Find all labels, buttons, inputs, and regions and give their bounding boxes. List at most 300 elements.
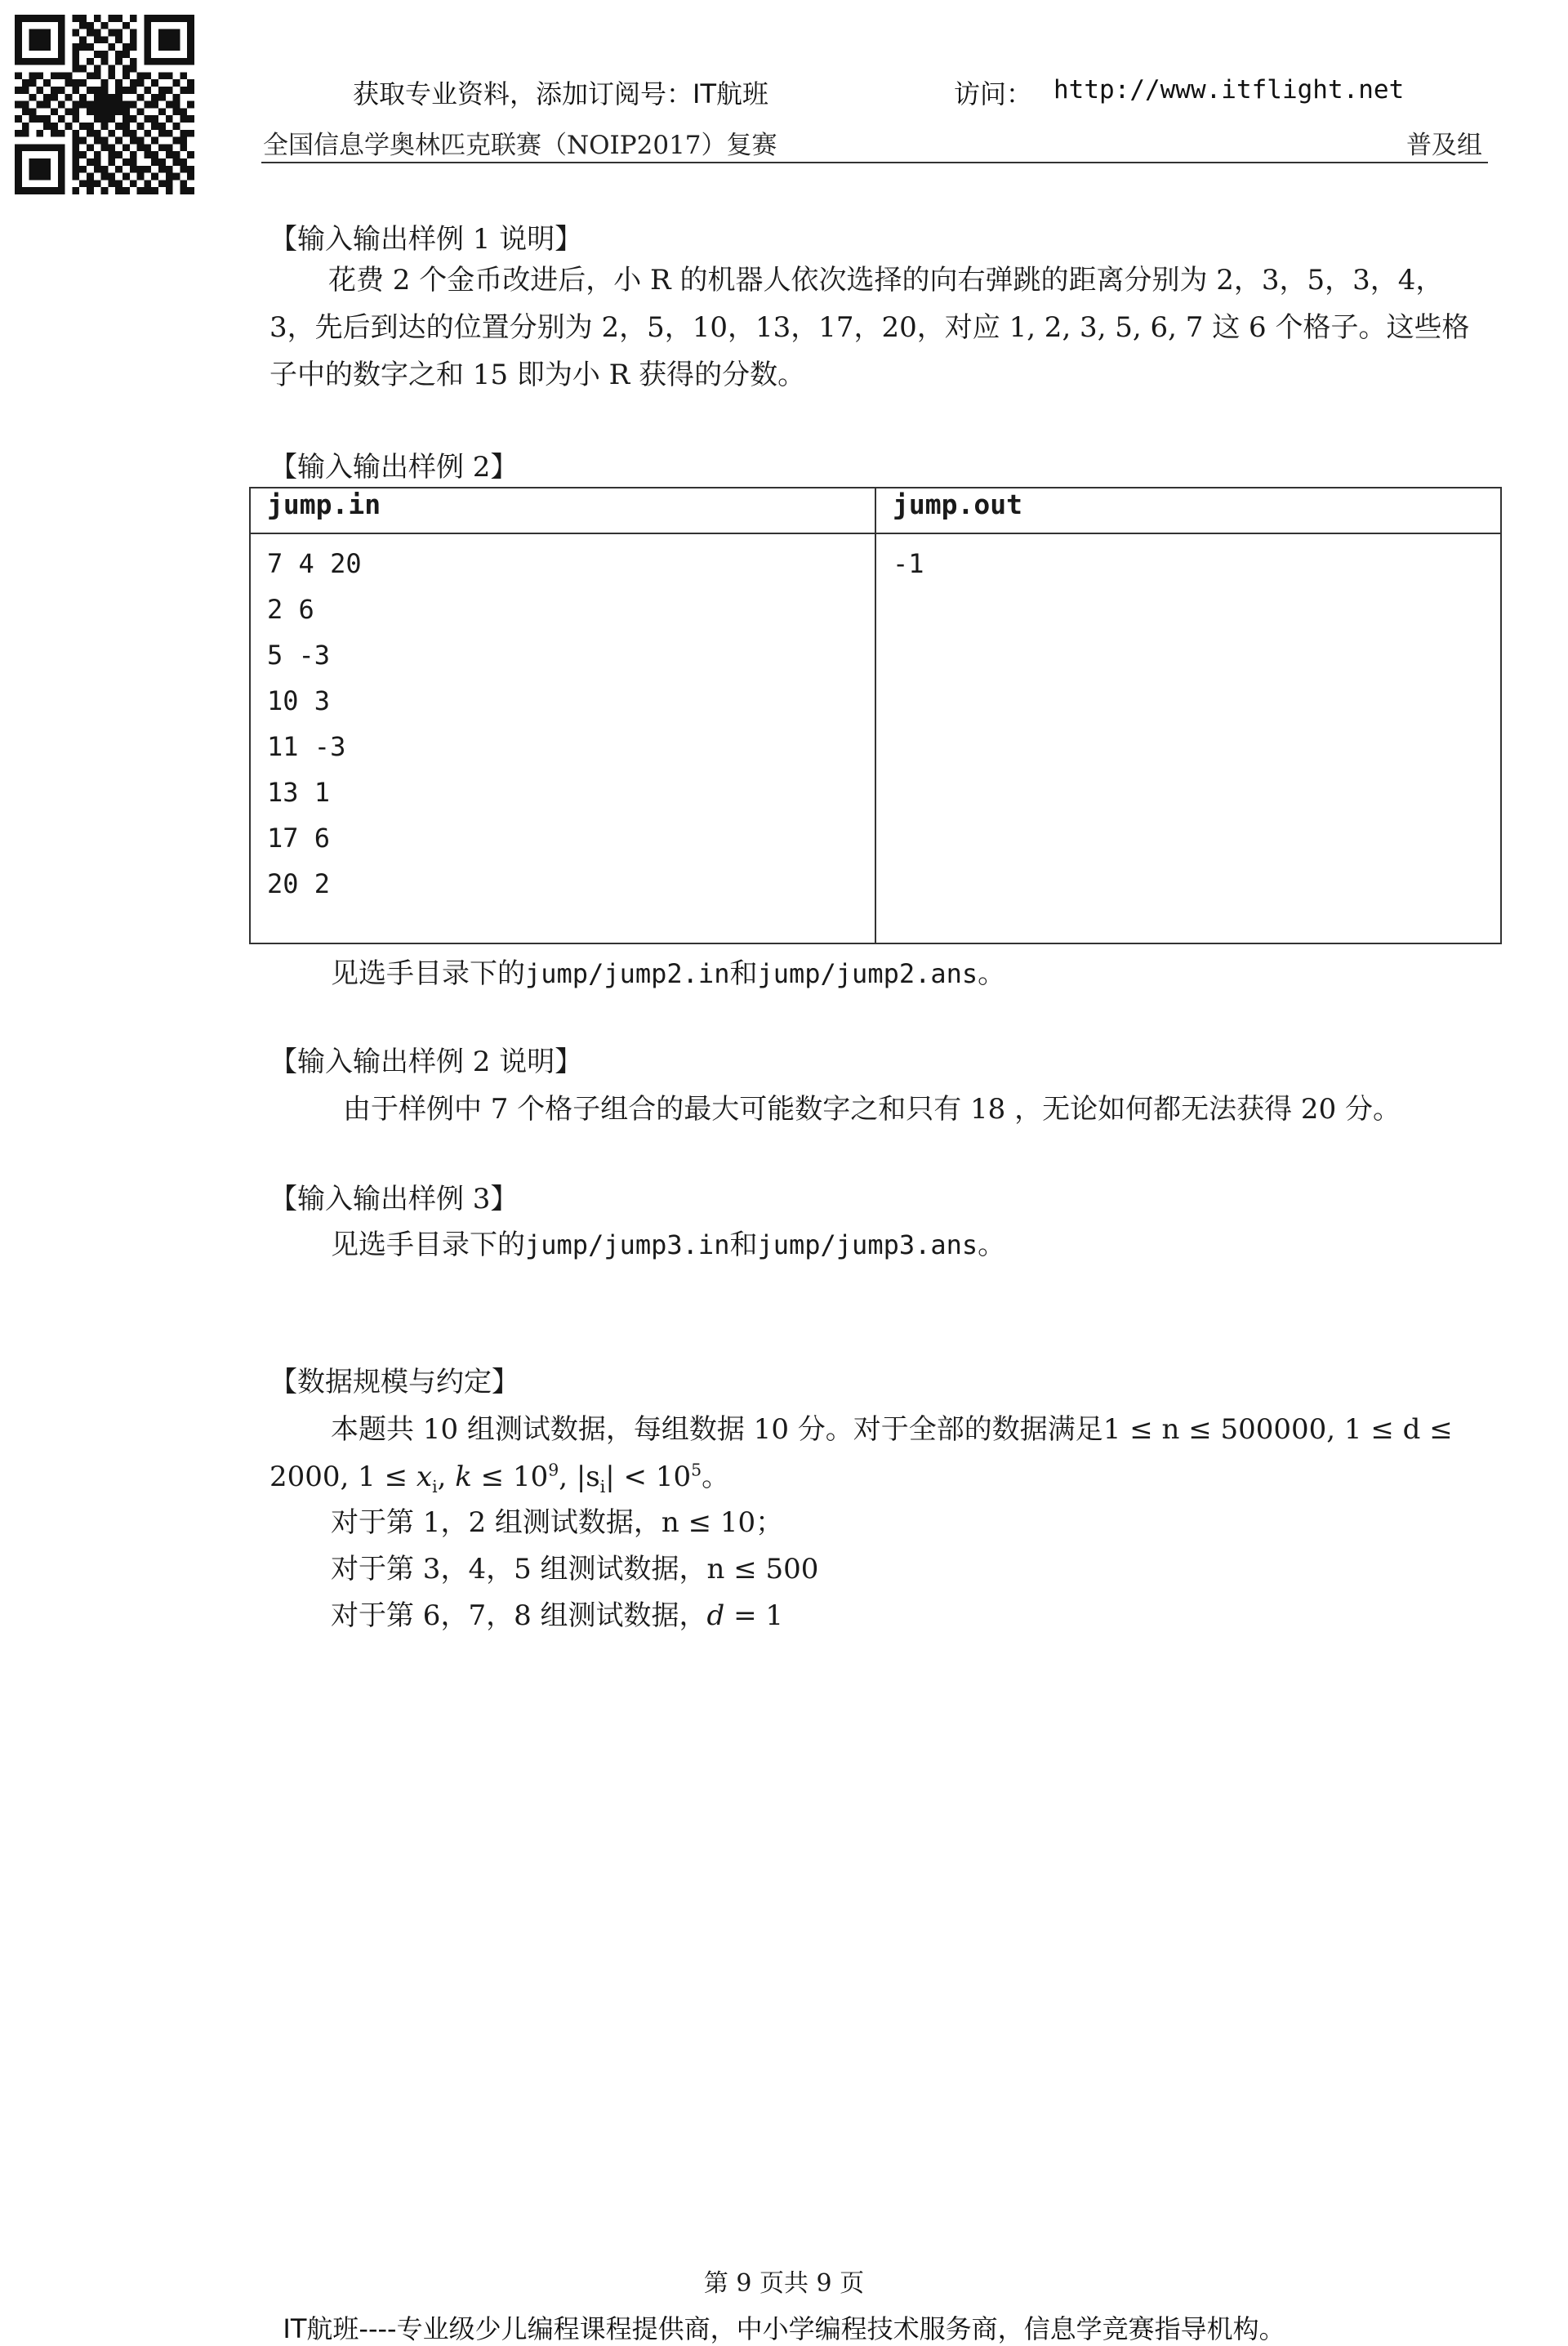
qr-module [173, 36, 180, 43]
qr-module [15, 72, 22, 79]
qr-module [122, 101, 130, 109]
qr-module [29, 58, 37, 65]
qr-module [158, 58, 166, 65]
qr-module [94, 180, 101, 187]
qr-module [43, 79, 51, 87]
qr-module [36, 43, 43, 51]
qr-module [43, 36, 51, 43]
qr-module [87, 87, 94, 94]
qr-module [187, 115, 194, 123]
qr-module [51, 94, 58, 101]
qr-module [151, 79, 158, 87]
input-line: 2 6 [267, 594, 314, 625]
qr-module [122, 65, 130, 73]
qr-module [158, 43, 166, 51]
sample2-note-heading: 【输入输出样例 2 说明】 [270, 1046, 583, 1078]
period: 。 [978, 957, 1006, 990]
header-title: 全国信息学奥林匹克联赛（NOIP2017）复赛 [263, 131, 777, 160]
qr-module [15, 166, 22, 173]
qr-module [15, 58, 22, 65]
constraints-line1 [331, 1407, 1453, 1447]
qr-module [108, 101, 115, 109]
sample2-heading: 【输入输出样例 2】 [270, 451, 519, 484]
qr-module [144, 22, 151, 29]
qr-module [151, 137, 158, 145]
qr-module [101, 51, 109, 58]
qr-module [151, 173, 158, 181]
qr-module [87, 158, 94, 166]
qr-module [122, 43, 130, 51]
input-line: 5 -3 [267, 640, 331, 671]
qr-module [94, 108, 101, 115]
math-exp: 9 [548, 1460, 559, 1480]
qr-module [94, 101, 101, 109]
sample2-output-cell [875, 533, 1501, 943]
constraints-line2 [270, 1454, 729, 1496]
qr-module [151, 123, 158, 130]
qr-module [58, 43, 65, 51]
qr-module [87, 187, 94, 194]
qr-module [65, 123, 73, 130]
qr-module [130, 151, 137, 158]
qr-module [29, 79, 37, 87]
qr-module [29, 158, 37, 166]
qr-module [79, 94, 87, 101]
math-exp: 5 [691, 1460, 702, 1480]
math-part: 2000, 1 ≤ [270, 1461, 416, 1493]
qr-module [180, 158, 187, 166]
qr-module [180, 137, 187, 145]
qr-module [101, 94, 109, 101]
qr-module [94, 166, 101, 173]
qr-module [158, 180, 166, 187]
qr-module [22, 79, 29, 87]
qr-module [173, 43, 180, 51]
page-number: 第 9 页共 9 页 [703, 2269, 865, 2298]
qr-module [108, 94, 115, 101]
qr-module [79, 166, 87, 173]
qr-module [29, 144, 37, 151]
footer-advert: IT航班----专业级少儿编程课程提供商，中小学编程技术服务商，信息学竞赛指导机构。 [283, 2313, 1285, 2344]
qr-module [144, 43, 151, 51]
qr-module [72, 137, 79, 145]
qr-module [22, 123, 29, 130]
qr-module [87, 29, 94, 37]
qr-module [36, 130, 43, 137]
qr-module [43, 158, 51, 166]
qr-module [144, 130, 151, 137]
qr-module [187, 36, 194, 43]
qr-module [108, 43, 115, 51]
qr-module [144, 101, 151, 109]
qr-module [130, 115, 137, 123]
qr-module [43, 94, 51, 101]
qr-module [187, 43, 194, 51]
qr-module [151, 115, 158, 123]
qr-module [158, 72, 166, 79]
qr-module [101, 137, 109, 145]
sample3-file-note [331, 1222, 1005, 1262]
qr-module [58, 180, 65, 187]
qr-module [187, 187, 194, 194]
sample2-note-text: 由于样例中 7 个格子组合的最大可能数字之和只有 18 ，无论如何都无法获得 20 分。 [343, 1093, 1401, 1126]
qr-module [43, 15, 51, 22]
qr-module [115, 108, 122, 115]
qr-module [144, 187, 151, 194]
qr-module [94, 94, 101, 101]
qr-module [130, 137, 137, 145]
qr-module [173, 108, 180, 115]
qr-module [72, 58, 79, 65]
qr-module [87, 58, 94, 65]
qr-module [144, 166, 151, 173]
qr-module [166, 43, 173, 51]
qr-module [79, 79, 87, 87]
qr-module [65, 108, 73, 115]
sample1-note-line: 3，先后到达的位置分别为 2，5，10，13，17，20，对应 1, 2, 3, 5, 6, 7 这 6 个格子。这些格 [270, 311, 1470, 344]
qr-module [36, 101, 43, 109]
qr-module [108, 15, 115, 22]
qr-module [122, 115, 130, 123]
qr-module [36, 29, 43, 37]
qr-module [79, 43, 87, 51]
qr-module [166, 166, 173, 173]
qr-module [22, 87, 29, 94]
qr-module [166, 115, 173, 123]
sample2-input-cell [250, 533, 875, 943]
qr-module [108, 29, 115, 37]
qr-module [130, 43, 137, 51]
qr-module [130, 166, 137, 173]
qr-module [115, 79, 122, 87]
qr-module [144, 180, 151, 187]
qr-module [101, 22, 109, 29]
qr-module [173, 158, 180, 166]
qr-module [173, 101, 180, 109]
qr-module [79, 151, 87, 158]
qr-module [29, 29, 37, 37]
period: 。 [978, 1229, 1006, 1261]
qr-module [130, 180, 137, 187]
qr-module [79, 36, 87, 43]
qr-module [72, 65, 79, 73]
qr-module [158, 130, 166, 137]
qr-module [130, 58, 137, 65]
sample2-input-file: jump/jump2.in [525, 958, 730, 989]
qr-module [72, 166, 79, 173]
qr-module [36, 144, 43, 151]
qr-module [166, 29, 173, 37]
qr-module [173, 79, 180, 87]
qr-module [166, 58, 173, 65]
qr-module [72, 79, 79, 87]
qr-module [94, 72, 101, 79]
qr-module [166, 144, 173, 151]
qr-module [72, 151, 79, 158]
qr-module [151, 151, 158, 158]
qr-module [22, 187, 29, 194]
sample2-answer-file: jump/jump2.ans [757, 958, 978, 989]
qr-module [101, 123, 109, 130]
qr-module [72, 187, 79, 194]
qr-module [58, 187, 65, 194]
qr-module [51, 144, 58, 151]
qr-module [15, 187, 22, 194]
qr-module [94, 130, 101, 137]
qr-module [15, 180, 22, 187]
sample1-note-body [270, 256, 1494, 399]
qr-module [144, 144, 151, 151]
qr-module [36, 87, 43, 94]
qr-module [115, 36, 122, 43]
qr-module [43, 101, 51, 109]
qr-module [51, 130, 58, 137]
qr-module [43, 173, 51, 181]
banner-subscribe-text: 获取专业资料，添加订阅号：IT航班 [353, 78, 768, 109]
qr-module [166, 187, 173, 194]
input-line: 11 -3 [267, 731, 346, 762]
qr-module [180, 115, 187, 123]
qr-module [130, 65, 137, 73]
qr-module [144, 36, 151, 43]
constraints-math: 1 ≤ n ≤ 500000, 1 ≤ d ≤ [1102, 1413, 1453, 1446]
qr-module [115, 15, 122, 22]
qr-module [29, 108, 37, 115]
qr-module [108, 158, 115, 166]
qr-module [29, 166, 37, 173]
qr-module [58, 173, 65, 181]
qr-module [72, 15, 79, 22]
qr-module [115, 187, 122, 194]
qr-module [180, 180, 187, 187]
qr-module [58, 151, 65, 158]
qr-module [58, 15, 65, 22]
qr-module [87, 72, 94, 79]
qr-module [58, 36, 65, 43]
qr-module [36, 36, 43, 43]
qr-module [187, 22, 194, 29]
qr-module [166, 36, 173, 43]
qr-module [22, 108, 29, 115]
qr-module [22, 15, 29, 22]
qr-module [158, 144, 166, 151]
case3-text: 对于第 6，7，8 组测试数据， [331, 1599, 707, 1632]
qr-module [137, 72, 145, 79]
qr-module [180, 144, 187, 151]
banner-url-link[interactable]: http://www.itflight.net [1054, 75, 1405, 105]
qr-module [72, 108, 79, 115]
qr-module [137, 94, 145, 101]
qr-module [58, 130, 65, 137]
input-line: 7 4 20 [267, 548, 362, 579]
sample1-note-line: 子中的数字之和 15 即为小 R 获得的分数。 [270, 359, 806, 391]
qr-module [166, 173, 173, 181]
qr-module [115, 51, 122, 58]
qr-module [22, 144, 29, 151]
qr-module [101, 58, 109, 65]
qr-module [122, 123, 130, 130]
input-line: 10 3 [267, 685, 331, 716]
qr-module [51, 187, 58, 194]
qr-module [65, 79, 73, 87]
qr-module [58, 166, 65, 173]
qr-module [158, 87, 166, 94]
qr-module [87, 108, 94, 115]
qr-module [151, 58, 158, 65]
qr-module [130, 158, 137, 166]
qr-module [15, 173, 22, 181]
qr-module [122, 144, 130, 151]
constraints-text: 本题共 10 组测试数据，每组数据 10 分。对于全部的数据满足 [331, 1413, 1103, 1446]
qr-module [87, 130, 94, 137]
qr-module [151, 94, 158, 101]
qr-module [144, 87, 151, 94]
qr-module [122, 130, 130, 137]
qr-module [180, 130, 187, 137]
qr-module [79, 123, 87, 130]
and-text: 和 [729, 1229, 758, 1261]
qr-module [65, 72, 73, 79]
qr-module [166, 151, 173, 158]
qr-module [65, 94, 73, 101]
qr-module [173, 15, 180, 22]
qr-module [87, 101, 94, 109]
qr-module [15, 144, 22, 151]
qr-module [72, 173, 79, 181]
qr-module [94, 87, 101, 94]
qr-module [101, 173, 109, 181]
qr-module [130, 15, 137, 22]
constraints-case3 [331, 1593, 783, 1633]
math-part: | < 10 [605, 1461, 692, 1493]
sample2-input-header: jump.in [250, 488, 875, 533]
qr-module [51, 15, 58, 22]
qr-module [166, 72, 173, 79]
input-line: 17 6 [267, 823, 331, 854]
qr-module [166, 101, 173, 109]
qr-module [130, 101, 137, 109]
qr-module [36, 158, 43, 166]
qr-module [101, 101, 109, 109]
qr-module [115, 180, 122, 187]
qr-module [101, 115, 109, 123]
qr-module [51, 123, 58, 130]
qr-module [108, 115, 115, 123]
qr-module [180, 87, 187, 94]
qr-module [115, 87, 122, 94]
qr-module [101, 187, 109, 194]
qr-module [43, 187, 51, 194]
qr-module [187, 151, 194, 158]
see-prefix: 见选手目录下的 [331, 957, 525, 990]
qr-module [187, 130, 194, 137]
qr-module [15, 115, 22, 123]
qr-module [29, 43, 37, 51]
qr-module [137, 137, 145, 145]
qr-module [158, 29, 166, 37]
qr-module [122, 87, 130, 94]
sample3-answer-file: jump/jump3.ans [757, 1229, 978, 1260]
qr-module [130, 29, 137, 37]
qr-module [173, 151, 180, 158]
qr-module [115, 123, 122, 130]
sample1-note-heading: 【输入输出样例 1 说明】 [270, 223, 583, 256]
math-var-x: x [416, 1461, 433, 1493]
qr-module [29, 36, 37, 43]
qr-module [72, 115, 79, 123]
qr-module [15, 87, 22, 94]
math-var-d: d [706, 1599, 725, 1632]
qr-module [187, 58, 194, 65]
sample3-heading: 【输入输出样例 3】 [270, 1183, 519, 1215]
qr-module [58, 72, 65, 79]
qr-module [72, 101, 79, 109]
qr-module [94, 151, 101, 158]
qr-module [108, 173, 115, 181]
qr-module [15, 15, 22, 22]
qr-module [15, 22, 22, 29]
qr-module [173, 58, 180, 65]
qr-module [180, 72, 187, 79]
qr-module [43, 123, 51, 130]
qr-module [158, 36, 166, 43]
qr-module [94, 51, 101, 58]
constraints-heading: 【数据规模与约定】 [270, 1366, 519, 1398]
sample2-table [249, 487, 1502, 944]
sample2-file-note [331, 951, 1005, 991]
qr-module [137, 123, 145, 130]
qr-module [158, 94, 166, 101]
qr-module [36, 166, 43, 173]
qr-module [158, 166, 166, 173]
qr-module [187, 29, 194, 37]
qr-module [87, 123, 94, 130]
qr-module [72, 29, 79, 37]
qr-module [58, 58, 65, 65]
qr-module [51, 87, 58, 94]
qr-module [122, 72, 130, 79]
qr-module [180, 187, 187, 194]
math-part: , |s [559, 1461, 600, 1493]
qr-module [101, 87, 109, 94]
qr-module [36, 58, 43, 65]
qr-module [43, 115, 51, 123]
qr-module [15, 130, 22, 137]
qr-module [94, 158, 101, 166]
qr-module [29, 94, 37, 101]
qr-module [115, 101, 122, 109]
qr-module [43, 144, 51, 151]
qr-module [144, 15, 151, 22]
qr-module [187, 166, 194, 173]
qr-module [15, 43, 22, 51]
qr-module [15, 36, 22, 43]
input-line: 13 1 [267, 777, 331, 808]
qr-module [122, 22, 130, 29]
math-sub-i: i [599, 1476, 606, 1496]
qr-module [79, 65, 87, 73]
constraints-case1: 对于第 1，2 组测试数据，n ≤ 10； [331, 1506, 784, 1539]
math-part: 。 [702, 1461, 730, 1493]
sample1-note-line: 花费 2 个金币改进后，小 R 的机器人依次选择的向右弹跳的距离分别为 2，3，5，3，4， [328, 264, 1444, 297]
sample3-input-file: jump/jump3.in [525, 1229, 730, 1260]
qr-module [101, 36, 109, 43]
qr-module [51, 58, 58, 65]
qr-module [180, 15, 187, 22]
math-part: = 1 [724, 1599, 784, 1632]
qr-module [144, 115, 151, 123]
qr-module [87, 43, 94, 51]
